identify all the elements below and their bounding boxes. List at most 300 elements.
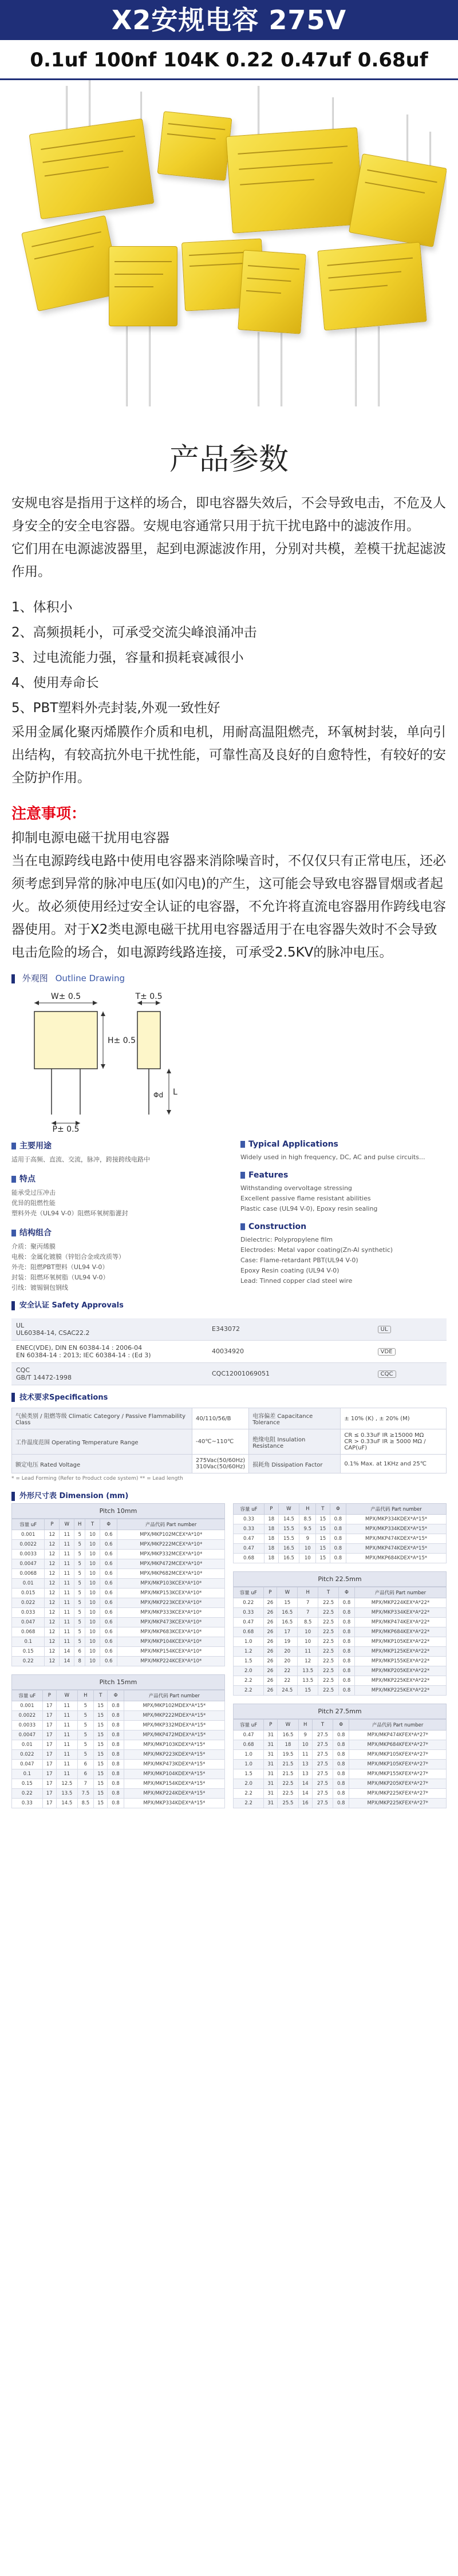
table-cell: 0.8 bbox=[108, 1740, 124, 1749]
table-cell: MPX/MKP684KEX*A*22* bbox=[354, 1627, 446, 1637]
table-cell: 11 bbox=[60, 1530, 74, 1539]
table-cell: 27.5 bbox=[312, 1779, 333, 1788]
capacitor-image bbox=[157, 111, 232, 181]
features-title-cn: 特点 bbox=[19, 1175, 35, 1184]
table-cell: 22.5 bbox=[318, 1676, 339, 1685]
capacitor-image bbox=[238, 250, 306, 334]
table-cell: 0.8 bbox=[339, 1676, 355, 1685]
table-cell: 11 bbox=[60, 1559, 74, 1568]
table-cell: 6 bbox=[74, 1646, 85, 1656]
table-cell: 7 bbox=[298, 1598, 318, 1607]
table-cell: MPX/MKP225KEX*A*22* bbox=[354, 1685, 446, 1695]
column-header: P bbox=[42, 1690, 56, 1701]
safety-heading bbox=[0, 1293, 458, 1313]
table-cell: 10 bbox=[298, 1627, 318, 1637]
dim-label-p: P± 0.5 bbox=[52, 1125, 80, 1132]
table-cell: 11 bbox=[56, 1749, 77, 1759]
spec-label: 电容偏差 Capacitance Tolerance bbox=[249, 1408, 341, 1429]
table-cell: 0.6 bbox=[100, 1617, 117, 1627]
capacitor-image bbox=[21, 215, 122, 311]
table-cell: MPX/MKP474KDEX*A*15* bbox=[346, 1534, 447, 1543]
table-cell: MPX/MKP474KEX*A*22* bbox=[354, 1617, 446, 1627]
table-cell: MPX/MKP333KCEX*A*10* bbox=[117, 1607, 225, 1617]
table-cell: 0.8 bbox=[333, 1730, 349, 1740]
table-row bbox=[12, 1759, 225, 1769]
table-cell: 0.8 bbox=[108, 1769, 124, 1779]
safety-number: 40034920 bbox=[207, 1340, 373, 1362]
column-header: 产品代码 Part number bbox=[354, 1587, 446, 1598]
table-cell: 12 bbox=[45, 1637, 60, 1646]
column-header: P bbox=[264, 1503, 278, 1514]
table-cell: MPX/MKP225KEX*A*22* bbox=[354, 1676, 446, 1685]
bullet-icon bbox=[11, 1492, 15, 1501]
column-header: 容量 uF bbox=[234, 1587, 264, 1598]
feature-item: 2、高频损耗小，可承受交流尖峰浪涌冲击 bbox=[11, 625, 257, 640]
table-row bbox=[12, 1598, 225, 1607]
table-cell: 0.6 bbox=[100, 1656, 117, 1666]
table-cell: 31 bbox=[264, 1740, 278, 1749]
table-cell: 11 bbox=[60, 1568, 74, 1578]
table-row bbox=[234, 1759, 447, 1769]
spec-title: 技术要求Specifications bbox=[19, 1393, 108, 1402]
table-cell: 22.5 bbox=[318, 1607, 339, 1617]
table-cell: 0.8 bbox=[339, 1666, 355, 1676]
table-cell: 14.5 bbox=[278, 1514, 299, 1524]
table-cell: 16.5 bbox=[277, 1607, 298, 1617]
dimension-table bbox=[233, 1503, 447, 1563]
product-photo bbox=[11, 80, 447, 412]
section-title: 产品参数 bbox=[169, 442, 289, 477]
table-cell: 2.2 bbox=[234, 1798, 264, 1808]
table-cell: MPX/MKP104KCEX*A*10* bbox=[117, 1637, 225, 1646]
table-cell: MPX/MKP225KFEX*A*27* bbox=[349, 1798, 447, 1808]
construction-title-en: Construction bbox=[248, 1222, 307, 1231]
table-cell: 0.8 bbox=[339, 1646, 355, 1656]
table-row bbox=[234, 1598, 447, 1607]
table-cell: 10 bbox=[85, 1559, 100, 1568]
table-cell: 0.47 bbox=[234, 1534, 264, 1543]
table-cell: 0.8 bbox=[108, 1701, 124, 1710]
table-row bbox=[12, 1749, 225, 1759]
table-row bbox=[12, 1455, 447, 1473]
table-cell: MPX/MKP103KDEX*A*15* bbox=[124, 1740, 224, 1749]
table-cell: 0.8 bbox=[108, 1779, 124, 1788]
table-cell: 5 bbox=[74, 1627, 85, 1637]
spec-value: ± 10% (K) , ± 20% (M) bbox=[341, 1408, 447, 1429]
table-cell: MPX/MKP155KEX*A*22* bbox=[354, 1656, 446, 1666]
construction-line-cn: 介质：聚丙烯膜 bbox=[11, 1243, 56, 1250]
table-cell: 19.5 bbox=[278, 1749, 298, 1759]
table-cell: 0.01 bbox=[12, 1740, 43, 1749]
table-cell: 17 bbox=[277, 1627, 298, 1637]
table-cell: 22.5 bbox=[318, 1685, 339, 1695]
table-cell: 15 bbox=[94, 1701, 108, 1710]
table-cell: 15 bbox=[316, 1553, 330, 1563]
table-row bbox=[234, 1534, 447, 1543]
column-header: 容量 uF bbox=[12, 1690, 43, 1701]
table-cell: 0.8 bbox=[333, 1788, 349, 1798]
bullet-icon bbox=[240, 1141, 245, 1148]
table-cell: 31 bbox=[264, 1769, 278, 1779]
table-row bbox=[234, 1607, 447, 1617]
table-cell: 11 bbox=[60, 1607, 74, 1617]
table-cell: 22.5 bbox=[278, 1779, 298, 1788]
pitch-caption: Pitch 15mm bbox=[11, 1674, 225, 1690]
table-cell: 0.8 bbox=[333, 1769, 349, 1779]
table-cell: 12 bbox=[45, 1617, 60, 1627]
dimension-tables bbox=[0, 1503, 458, 1816]
table-cell: 22.5 bbox=[318, 1637, 339, 1646]
construction-line-cn: 电极：金属化镀膜（锌铝合金或改质等） bbox=[11, 1253, 125, 1261]
outline-heading bbox=[0, 964, 458, 989]
table-row bbox=[12, 1710, 225, 1720]
intro-paragraph: 安规电容是指用于这样的场合，即电容器失效后，不会导致电击，不危及人身安全的安全电容器。安规电容通常只用于抗干扰电路中的滤波作用。 bbox=[11, 496, 446, 534]
table-cell: 11 bbox=[298, 1749, 312, 1759]
table-row bbox=[234, 1769, 447, 1779]
table-cell: 13.5 bbox=[56, 1788, 77, 1798]
spec-value: -40℃~110℃ bbox=[192, 1429, 249, 1455]
table-cell: 12 bbox=[45, 1530, 60, 1539]
column-header: W bbox=[60, 1519, 74, 1530]
dim-label-t: T± 0.5 bbox=[135, 992, 163, 1001]
table-cell: 12.5 bbox=[56, 1779, 77, 1788]
table-cell: MPX/MKP224KCEX*A*10* bbox=[117, 1656, 225, 1666]
table-cell: 0.001 bbox=[12, 1701, 43, 1710]
construction-line-cn: 外壳：阻燃PBT塑料（UL94 V-0） bbox=[11, 1263, 109, 1271]
table-cell: 1.2 bbox=[234, 1646, 264, 1656]
table-cell: MPX/MKP334KDEX*A*15* bbox=[346, 1524, 447, 1534]
table-cell: 12 bbox=[45, 1578, 60, 1588]
features-line-en: Plastic case (UL94 V-0), Epoxy resin sealing bbox=[240, 1205, 378, 1212]
table-cell: 12 bbox=[45, 1559, 60, 1568]
table-cell: 26 bbox=[263, 1637, 277, 1646]
table-cell: 0.1 bbox=[12, 1637, 45, 1646]
table-cell: 0.8 bbox=[108, 1798, 124, 1808]
table-cell: 17 bbox=[42, 1701, 56, 1710]
table-cell: 9 bbox=[298, 1730, 312, 1740]
table-row bbox=[12, 1588, 225, 1598]
ul-logo-icon: UL bbox=[378, 1326, 391, 1333]
table-cell: 10 bbox=[299, 1553, 316, 1563]
table-cell: 0.015 bbox=[12, 1588, 45, 1598]
table-cell: 8.5 bbox=[298, 1617, 318, 1627]
table-cell: 21.5 bbox=[278, 1769, 298, 1779]
table-cell: 22.5 bbox=[318, 1598, 339, 1607]
table-cell: 27.5 bbox=[312, 1730, 333, 1740]
table-cell: 10 bbox=[85, 1568, 100, 1578]
vde-logo-icon: VDE bbox=[378, 1348, 396, 1356]
table-cell: 0.6 bbox=[100, 1530, 117, 1539]
table-cell: MPX/MKP683KCEX*A*10* bbox=[117, 1627, 225, 1637]
table-cell: 12 bbox=[45, 1646, 60, 1656]
table-row bbox=[12, 1578, 225, 1588]
table-cell: 17 bbox=[42, 1769, 56, 1779]
table-cell: 5 bbox=[74, 1617, 85, 1627]
table-cell: MPX/MKP472MCEX*A*10* bbox=[117, 1559, 225, 1568]
table-cell: 11 bbox=[60, 1578, 74, 1588]
table-cell: 0.6 bbox=[100, 1578, 117, 1588]
table-cell: 16.5 bbox=[278, 1730, 298, 1740]
table-cell: 26 bbox=[263, 1676, 277, 1685]
bullet-icon bbox=[11, 1301, 15, 1310]
dimension-table bbox=[233, 1704, 447, 1808]
spec-value: 275Vac(50/60Hz) 310Vac(50/60Hz) bbox=[192, 1455, 249, 1473]
dimension-heading bbox=[0, 1484, 458, 1503]
table-cell: 22 bbox=[277, 1676, 298, 1685]
spec-table bbox=[11, 1408, 447, 1484]
capacitor-image bbox=[29, 118, 155, 219]
table-cell: 0.8 bbox=[108, 1788, 124, 1798]
table-cell: 18 bbox=[264, 1534, 278, 1543]
table-cell: MPX/MKP334KDEX*A*15* bbox=[124, 1798, 224, 1808]
table-row bbox=[12, 1646, 225, 1656]
table-cell: MPX/MKP474KDEX*A*15* bbox=[346, 1543, 447, 1553]
table-cell: 15 bbox=[94, 1788, 108, 1798]
table-row bbox=[12, 1730, 225, 1740]
table-row bbox=[234, 1617, 447, 1627]
table-cell: 0.6 bbox=[100, 1539, 117, 1549]
table-cell: 10 bbox=[85, 1549, 100, 1559]
capacitor-image bbox=[317, 242, 427, 330]
spec-label: 气候类别 / 阻燃等级 Climatic Category / Passive Flammability Class bbox=[12, 1408, 192, 1429]
table-cell: 15 bbox=[316, 1543, 330, 1553]
table-cell: 0.8 bbox=[339, 1685, 355, 1695]
table-cell: MPX/MKP104KDEX*A*15* bbox=[124, 1769, 224, 1779]
table-cell: MPX/MKP105KEX*A*22* bbox=[354, 1637, 446, 1646]
table-cell: 0.6 bbox=[100, 1588, 117, 1598]
pitch-caption: Pitch 27.5mm bbox=[233, 1704, 447, 1719]
table-cell: 11 bbox=[56, 1701, 77, 1710]
table-cell: 18 bbox=[264, 1514, 278, 1524]
table-row bbox=[234, 1637, 447, 1646]
table-row bbox=[234, 1788, 447, 1798]
column-header: 产品代码 Part number bbox=[117, 1519, 225, 1530]
bullet-icon bbox=[11, 1393, 15, 1402]
table-cell: 18 bbox=[264, 1524, 278, 1534]
feature-description: 采用金属化聚丙烯膜作介质和电机，用耐高温阻燃壳，环氧树封装，单向引出结构，有较高抗外电干扰性能，可靠性高及良好的自愈特性，有较好的安全防护作用。 bbox=[11, 725, 446, 785]
table-cell: 22 bbox=[277, 1666, 298, 1676]
table-cell: 12 bbox=[45, 1568, 60, 1578]
table-cell: 0.6 bbox=[100, 1549, 117, 1559]
table-cell: 17 bbox=[42, 1788, 56, 1798]
table-row bbox=[234, 1676, 447, 1685]
table-cell: 0.15 bbox=[12, 1646, 45, 1656]
table-cell: 0.6 bbox=[100, 1607, 117, 1617]
table-cell: 11 bbox=[60, 1617, 74, 1627]
cqc-logo-icon: CQC bbox=[378, 1370, 396, 1378]
table-cell: 5 bbox=[74, 1559, 85, 1568]
table-row bbox=[12, 1798, 225, 1808]
table-cell: 20 bbox=[277, 1656, 298, 1666]
info-columns bbox=[0, 1132, 458, 1293]
safety-number: CQC12001069051 bbox=[207, 1362, 373, 1385]
table-cell: 0.22 bbox=[12, 1656, 45, 1666]
dimension-table bbox=[233, 1571, 447, 1696]
table-row bbox=[12, 1627, 225, 1637]
table-cell: 7 bbox=[77, 1779, 93, 1788]
table-cell: 22.5 bbox=[318, 1627, 339, 1637]
table-cell: 0.068 bbox=[12, 1627, 45, 1637]
applications-title-cn: 主要用途 bbox=[19, 1141, 52, 1151]
table-cell: 17 bbox=[42, 1749, 56, 1759]
column-header: P bbox=[263, 1587, 277, 1598]
info-column-en bbox=[240, 1132, 447, 1293]
table-cell: 5 bbox=[74, 1598, 85, 1607]
table-cell: 26 bbox=[263, 1685, 277, 1695]
table-row bbox=[234, 1740, 447, 1749]
table-cell: 10 bbox=[85, 1627, 100, 1637]
table-cell: 14 bbox=[298, 1779, 312, 1788]
outline-title-cn: 外观图 bbox=[22, 973, 48, 983]
column-header: T bbox=[312, 1719, 333, 1730]
features-line-en: Withstanding overvoltage stressing bbox=[240, 1184, 352, 1192]
dimension-table bbox=[11, 1503, 225, 1666]
pitch-caption: Pitch 22.5mm bbox=[233, 1571, 447, 1587]
column-header: 容量 uF bbox=[234, 1503, 264, 1514]
table-row bbox=[234, 1543, 447, 1553]
table-cell: 0.6 bbox=[100, 1559, 117, 1568]
table-cell: 0.001 bbox=[12, 1530, 45, 1539]
table-cell: 13 bbox=[298, 1769, 312, 1779]
table-cell: 14 bbox=[298, 1788, 312, 1798]
column-header: P bbox=[264, 1719, 278, 1730]
table-cell: 0.033 bbox=[12, 1607, 45, 1617]
spec-value: CR ≤ 0.33uF IR ≥15000 MΩ CR > 0.33uF IR ≥ 5000 MΩ / CAP(uF) bbox=[341, 1429, 447, 1455]
features-line-cn: 优异的阻燃性能 bbox=[11, 1199, 56, 1207]
table-cell: 12 bbox=[45, 1607, 60, 1617]
table-cell: 26 bbox=[263, 1666, 277, 1676]
table-cell: 0.8 bbox=[108, 1710, 124, 1720]
table-cell: 14 bbox=[60, 1656, 74, 1666]
table-cell: 0.8 bbox=[339, 1617, 355, 1627]
table-row bbox=[12, 1720, 225, 1730]
table-row bbox=[234, 1656, 447, 1666]
table-cell: 31 bbox=[264, 1749, 278, 1759]
table-cell: 7.5 bbox=[77, 1788, 93, 1798]
table-row bbox=[12, 1549, 225, 1559]
spec-value: 40/110/56/B bbox=[192, 1408, 249, 1429]
table-cell: 21.5 bbox=[278, 1759, 298, 1769]
table-cell: 16 bbox=[298, 1798, 312, 1808]
table-row bbox=[234, 1514, 447, 1524]
column-header: Φ bbox=[108, 1690, 124, 1701]
table-row bbox=[11, 1362, 447, 1385]
table-row bbox=[12, 1408, 447, 1429]
table-cell: MPX/MKP155KFEX*A*27* bbox=[349, 1769, 447, 1779]
table-row bbox=[234, 1524, 447, 1534]
table-cell: 5 bbox=[77, 1730, 93, 1740]
table-cell: MPX/MKP105KFEX*A*27* bbox=[349, 1759, 447, 1769]
table-row bbox=[234, 1646, 447, 1656]
table-cell: 0.68 bbox=[234, 1627, 264, 1637]
column-header: T bbox=[85, 1519, 100, 1530]
table-cell: 0.047 bbox=[12, 1759, 43, 1769]
table-cell: 0.33 bbox=[234, 1524, 264, 1534]
table-cell: 31 bbox=[264, 1798, 278, 1808]
table-cell: 0.8 bbox=[330, 1524, 346, 1534]
table-cell: 27.5 bbox=[312, 1749, 333, 1759]
table-cell: 1.5 bbox=[234, 1769, 264, 1779]
table-cell: MPX/MKP332MDEX*A*15* bbox=[124, 1720, 224, 1730]
table-cell: 11 bbox=[60, 1627, 74, 1637]
table-cell: 10 bbox=[85, 1578, 100, 1588]
table-cell: 2.2 bbox=[234, 1676, 264, 1685]
table-cell: 5 bbox=[74, 1588, 85, 1598]
table-cell: 0.33 bbox=[12, 1798, 43, 1808]
table-cell: 10 bbox=[299, 1543, 316, 1553]
table-cell: 22.5 bbox=[278, 1788, 298, 1798]
feature-item: 5、PBT塑料外壳封装,外观一致性好 bbox=[11, 701, 220, 716]
table-cell: 9.5 bbox=[299, 1524, 316, 1534]
table-cell: 22.5 bbox=[318, 1617, 339, 1627]
table-cell: 0.0047 bbox=[12, 1559, 45, 1568]
bullet-icon bbox=[11, 1176, 16, 1183]
table-cell: 11 bbox=[298, 1646, 318, 1656]
table-cell: 0.68 bbox=[234, 1740, 264, 1749]
spec-note: * = Lead Forming (Refer to Product code system) ** = Lead length bbox=[11, 1476, 183, 1481]
table-cell: 5 bbox=[74, 1607, 85, 1617]
table-row bbox=[234, 1685, 447, 1695]
construction-line-en: Electrodes: Metal vapor coating(Zn-Al synthetic) bbox=[240, 1246, 393, 1254]
table-cell: 10 bbox=[298, 1637, 318, 1646]
table-cell: 10 bbox=[85, 1598, 100, 1607]
table-cell: MPX/MKP205KFEX*A*27* bbox=[349, 1779, 447, 1788]
table-cell: 17 bbox=[42, 1730, 56, 1740]
table-cell: MPX/MKP684KDEX*A*15* bbox=[346, 1553, 447, 1563]
table-cell: 0.6 bbox=[100, 1598, 117, 1607]
table-cell: 0.0033 bbox=[12, 1720, 43, 1730]
table-cell: 0.6 bbox=[100, 1568, 117, 1578]
table-cell: 5 bbox=[77, 1740, 93, 1749]
table-cell: 0.8 bbox=[108, 1749, 124, 1759]
table-row bbox=[234, 1798, 447, 1808]
table-row bbox=[12, 1656, 225, 1666]
table-row bbox=[12, 1539, 225, 1549]
table-cell: 15 bbox=[94, 1769, 108, 1779]
table-cell: 8 bbox=[74, 1656, 85, 1666]
table-cell: 0.6 bbox=[100, 1637, 117, 1646]
applications-text-en: Widely used in high frequency, DC, AC and pulse circuits... bbox=[240, 1153, 425, 1161]
column-header: Φ bbox=[330, 1503, 346, 1514]
table-cell: 15.5 bbox=[278, 1524, 299, 1534]
feature-item: 3、过电流能力强，容量和损耗衰减很小 bbox=[11, 650, 244, 665]
table-cell: 1.5 bbox=[234, 1656, 264, 1666]
outline-title-en: Outline Drawing bbox=[55, 973, 125, 983]
table-cell: 0.47 bbox=[234, 1730, 264, 1740]
table-cell: 5 bbox=[74, 1568, 85, 1578]
table-cell: MPX/MKP222MDEX*A*15* bbox=[124, 1710, 224, 1720]
table-cell: 10 bbox=[85, 1656, 100, 1666]
table-cell: 16.5 bbox=[278, 1543, 299, 1553]
table-cell: 7 bbox=[298, 1607, 318, 1617]
table-cell: 0.0022 bbox=[12, 1539, 45, 1549]
table-row bbox=[12, 1530, 225, 1539]
table-row bbox=[12, 1740, 225, 1749]
table-cell: 0.8 bbox=[330, 1543, 346, 1553]
table-cell: 26 bbox=[263, 1627, 277, 1637]
table-cell: 26 bbox=[263, 1607, 277, 1617]
table-cell: 0.0068 bbox=[12, 1568, 45, 1578]
dimension-table bbox=[11, 1674, 225, 1808]
table-cell: 31 bbox=[264, 1730, 278, 1740]
table-row bbox=[12, 1701, 225, 1710]
table-cell: 15 bbox=[277, 1598, 298, 1607]
table-cell: MPX/MKP682MCEX*A*10* bbox=[117, 1568, 225, 1578]
table-cell: MPX/MKP153KCEX*A*10* bbox=[117, 1588, 225, 1598]
table-cell: 0.8 bbox=[333, 1749, 349, 1759]
page-title: X2安规电容 275V bbox=[0, 0, 458, 40]
column-header: W bbox=[277, 1587, 298, 1598]
